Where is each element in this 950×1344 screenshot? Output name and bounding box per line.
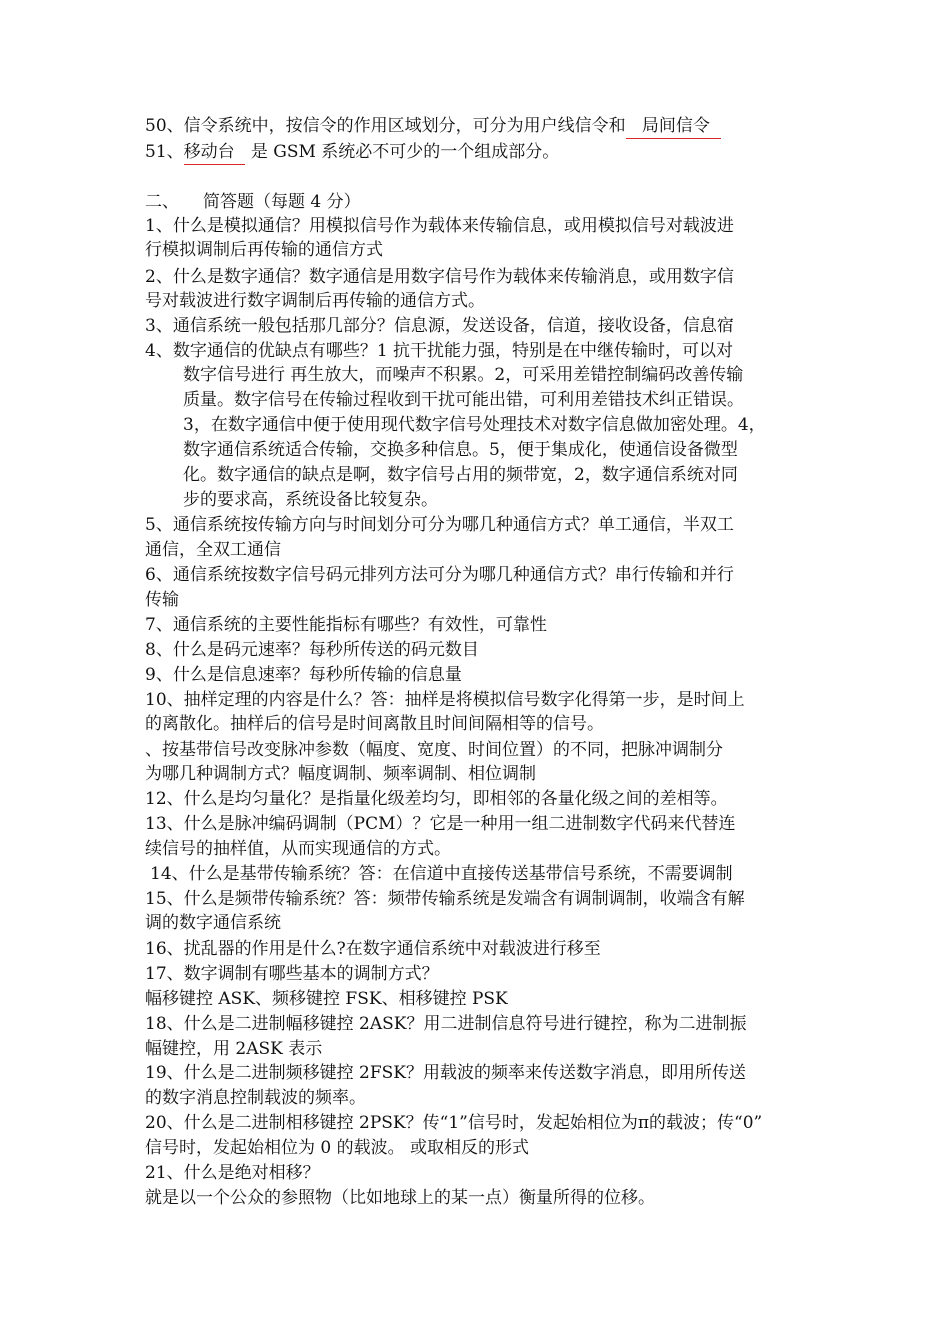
text-line: 数字通信系统适合传输，交换多种信息。5，便于集成化，使通信设备微型 [183, 440, 738, 460]
section-title: 简答题（每题 4 分） [203, 192, 361, 212]
text-line: 的离散化。抽样后的信号是时间离散且时间间隔相等的信号。 [145, 714, 604, 734]
text-line: 15、什么是频带传输系统？答：频带传输系统是发端含有调制调制，收端含有解 [145, 889, 745, 909]
fill-question-50 [145, 114, 721, 139]
text-line: 16、扰乱器的作用是什么?在数字通信系统中对载波进行移至 [145, 939, 601, 959]
q50-text: 50、信令系统中，按信令的作用区域划分，可分为用户线信令和 [145, 116, 626, 136]
text-line: 14、什么是基带传输系统？答：在信道中直接传送基带信号系统，不需要调制 [150, 864, 733, 884]
text-line: 13、什么是脉冲编码调制（PCM）？它是一种用一组二进制数字代码来代替连 [145, 814, 736, 834]
text-line: 8、什么是码元速率？每秒所传送的码元数目 [145, 640, 479, 660]
text-line: 12、什么是均匀量化？是指量化级差均匀，即相邻的各量化级之间的差相等。 [145, 789, 728, 809]
q50-answer-blank [626, 114, 721, 139]
text-line: 19、什么是二进制频移键控 2FSK？用载波的频率来传送数字消息，即用所传送 [145, 1063, 746, 1083]
text-line: 3、通信系统一般包括那几部分？信息源，发送设备，信道，接收设备，信息宿 [145, 316, 734, 336]
text-line: 信号时，发起始相位为 0 的载波。 或取相反的形式 [145, 1138, 530, 1158]
text-line: 数字信号进行 再生放大，而噪声不积累。2，可采用差错控制编码改善传输 [183, 365, 744, 385]
text-line: 17、数字调制有哪些基本的调制方式？ [145, 964, 439, 984]
text-line: 幅键控，用 2ASK 表示 [145, 1039, 323, 1059]
text-line: 通信，全双工通信 [145, 540, 281, 560]
text-line: 质量。数字信号在传输过程收到干扰可能出错，可利用差错技术纠正错误。 [183, 390, 744, 410]
q51-answer-blank [184, 140, 246, 165]
text-line: 传输 [145, 590, 179, 610]
text-line: 20、什么是二进制相移键控 2PSK？传“1”信号时，发起始相位为π的载波；传“0” [145, 1113, 763, 1133]
text-line: 行模拟调制后再传输的通信方式 [145, 240, 383, 260]
text-line: 化。数字通信的缺点是啊，数字信号占用的频带宽，2，数字通信系统对同 [183, 465, 738, 485]
text-line: 、按基带信号改变脉冲参数（幅度、宽度、时间位置）的不同，把脉冲调制分 [145, 740, 723, 760]
text-line: 18、什么是二进制幅移键控 2ASK？用二进制信息符号进行键控，称为二进制振 [145, 1014, 747, 1034]
text-line: 续信号的抽样值，从而实现通信的方式。 [145, 839, 451, 859]
text-line: 幅移键控 ASK、频移键控 FSK、相移键控 PSK [145, 989, 508, 1009]
text-line: 调的数字通信系统 [145, 913, 281, 933]
q51-prefix: 51、 [145, 142, 184, 162]
q50-answer: 局间信令 [641, 116, 710, 136]
text-line: 号对载波进行数字调制后再传输的通信方式。 [145, 291, 485, 311]
text-line: 21、什么是绝对相移？ [145, 1163, 320, 1183]
text-line: 的数字消息控制载波的频率。 [145, 1088, 366, 1108]
text-line: 10、抽样定理的内容是什么？答：抽样是将模拟信号数字化得第一步，是时间上 [145, 690, 745, 710]
q51-answer: 移动台 [183, 142, 235, 162]
fill-question-51 [145, 140, 559, 165]
text-line: 步的要求高，系统设备比较复杂。 [183, 490, 438, 510]
text-line: 就是以一个公众的参照物（比如地球上的某一点）衡量所得的位移。 [145, 1188, 655, 1208]
text-line: 为哪几种调制方式？幅度调制、频率调制、相位调制 [145, 764, 536, 784]
text-line: 7、通信系统的主要性能指标有哪些？有效性，可靠性 [145, 615, 547, 635]
q51-text: 是 GSM 系统必不可少的一个组成部分。 [250, 142, 560, 162]
text-line: 1、什么是模拟通信？用模拟信号作为载体来传输信息，或用模拟信号对载波进 [145, 216, 734, 236]
text-line: 2、什么是数字通信？数字通信是用数字信号作为载体来传输消息，或用数字信 [145, 267, 734, 287]
text-line: 4、数字通信的优缺点有哪些？1 抗干扰能力强，特别是在中继传输时，可以对 [145, 341, 734, 361]
text-line: 9、什么是信息速率？每秒所传输的信息量 [145, 665, 462, 685]
section-number: 二、 [145, 192, 179, 212]
text-line: 5、通信系统按传输方向与时间划分可分为哪几种通信方式？单工通信，半双工 [145, 515, 734, 535]
text-line: 3，在数字通信中便于使用现代数字信号处理技术对数字信息做加密处理。4， [183, 415, 766, 435]
text-line: 6、通信系统按数字信号码元排列方法可分为哪几种通信方式？串行传输和并行 [145, 565, 734, 585]
section-heading [145, 190, 361, 214]
